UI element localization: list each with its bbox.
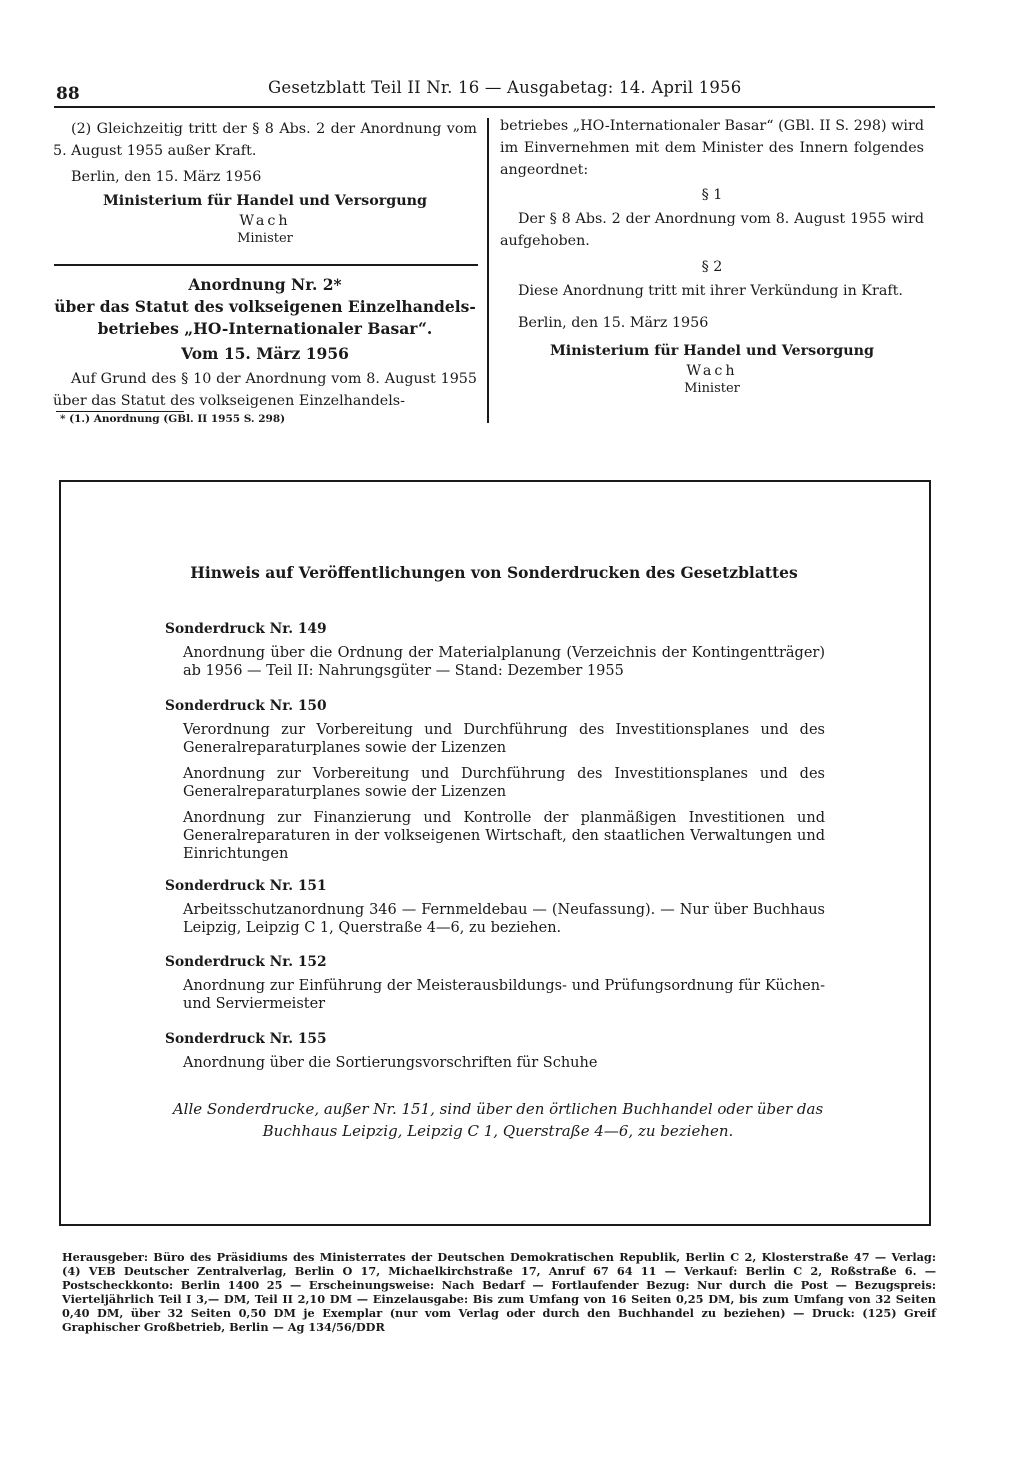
ministry-name: Ministerium für Handel und Versorgung bbox=[549, 343, 875, 359]
imprint: Herausgeber: Büro des Präsidiums des Ministerrates der Deutschen Demokratischen Republik, Berlin C 2, Klosterstraße 47 — Verlag: (4) VEB Deutscher Zentralverlag, Berlin O 17, Michaelkirchstraße 17, Anruf 67 64 11 — Verkauf: Berlin C 2, Roßstraße 6. — Postscheckkonto: Berlin 1400 25 — Erscheinungsweise: Nach Bedarf — Fortlaufender Bezug: Nur durch die Post — Bezugspreis: Vierteljährlich Teil I 3,— DM, Teil II 2,10 DM — Einzelausgabe: Bis zum Umfang von 16 Seiten 0,25 DM, bis zum Umfang von 32 Seiten 0,40 DM, über 32 Seiten 0,50 DM je Exemplar (nur vom Verlag oder durch den Buchhandel zu beziehen) — Druck: (125) Greif Graphischer Großbetrieb, Berlin — Ag 134/56/DDR bbox=[62, 1250, 936, 1334]
page-number: 88 bbox=[56, 84, 80, 104]
ordinance-title-3: betriebes „HO-Internationaler Basar“. bbox=[97, 319, 433, 338]
sonderdruck-entry bbox=[165, 877, 825, 945]
right-column bbox=[500, 115, 924, 398]
sonderdruck-item: Arbeitsschutzanordnung 346 — Fernmeldebau — (Neufassung). — Nur über Buchhaus Leipzig, Leipzig C 1, Querstraße 4—6, zu beziehen. bbox=[183, 902, 825, 936]
column-divider bbox=[487, 118, 489, 423]
closing-paragraph: (2) Gleichzeitig tritt der § 8 Abs. 2 der Anordnung vom 5. August 1955 außer Kraft. bbox=[53, 121, 477, 159]
place-date: Berlin, den 15. März 1956 bbox=[71, 169, 262, 185]
sonderdruck-entry bbox=[165, 620, 825, 688]
sonderdruck-entry bbox=[165, 1030, 825, 1080]
running-head: Gesetzblatt Teil II Nr. 16 — Ausgabetag: 14. April 1956 bbox=[268, 78, 742, 97]
left-column bbox=[53, 118, 477, 248]
sonderdruck-heading: Sonderdruck Nr. 149 bbox=[165, 621, 327, 637]
section-rule bbox=[54, 264, 478, 266]
ordinance-title-2: über das Statut des volkseigenen Einzelhandels- bbox=[54, 297, 476, 316]
ordinance-block bbox=[53, 274, 477, 412]
signer-name: Wach bbox=[239, 213, 291, 229]
section-2-text: Diese Anordnung tritt mit ihrer Verkündung in Kraft. bbox=[518, 283, 903, 299]
notice-title: Hinweis auf Veröffentlichungen von Sonderdrucken des Gesetzblattes bbox=[190, 563, 798, 582]
section-1-text: Der § 8 Abs. 2 der Anordnung vom 8. August 1955 wird aufgehoben. bbox=[500, 211, 924, 249]
sonderdruck-item: Anordnung zur Finanzierung und Kontrolle der planmäßigen Investitionen und Generalreparaturen in der volkseigenen Wirtschaft, den staatlichen Verwaltungen und Einrichtungen bbox=[183, 810, 825, 862]
signer-title: Minister bbox=[684, 381, 740, 396]
sonderdruck-item: Anordnung zur Vorbereitung und Durchführung des Investitionsplanes und des Generalreparaturplanes sowie der Lizenzen bbox=[183, 766, 825, 800]
signer-name: Wach bbox=[686, 363, 738, 379]
sonderdruck-heading: Sonderdruck Nr. 151 bbox=[165, 878, 327, 894]
ordinance-date: Vom 15. März 1956 bbox=[181, 344, 349, 363]
footnote: * (1.) Anordnung (GBl. II 1955 S. 298) bbox=[60, 413, 286, 425]
ordinance-intro: Auf Grund des § 10 der Anordnung vom 8. August 1955 über das Statut des volkseigenen Einzelhandels- bbox=[53, 371, 477, 409]
sonderdruck-item: Verordnung zur Vorbereitung und Durchführung des Investitionsplanes und des Generalreparaturplanes sowie der Lizenzen bbox=[183, 722, 825, 756]
footnote-rule bbox=[56, 411, 184, 412]
sonderdruck-heading: Sonderdruck Nr. 152 bbox=[165, 954, 327, 970]
section-2-heading: § 2 bbox=[701, 259, 723, 275]
header-rule bbox=[54, 106, 935, 108]
place-date: Berlin, den 15. März 1956 bbox=[518, 315, 709, 331]
signer-title: Minister bbox=[237, 231, 293, 246]
section-1-heading: § 1 bbox=[701, 187, 723, 203]
sonderdruck-item: Anordnung über die Ordnung der Materialplanung (Verzeichnis der Kontingentträger) ab 1956 — Teil II: Nahrungsgüter — Stand: Dezember 1955 bbox=[183, 645, 825, 679]
ordinance-intro-cont: betriebes „HO-Internationaler Basar“ (GBl. II S. 298) wird im Einvernehmen mit dem Minister des Innern folgendes angeordnet: bbox=[500, 118, 924, 178]
sonderdruck-item: Anordnung zur Einführung der Meisterausbildungs- und Prüfungsordnung für Küchen- und Serviermeister bbox=[183, 978, 825, 1012]
sonderdruck-entry bbox=[165, 953, 825, 1021]
ministry-name: Ministerium für Handel und Versorgung bbox=[102, 193, 428, 209]
sonderdruck-item: Anordnung über die Sortierungsvorschriften für Schuhe bbox=[183, 1055, 598, 1071]
sonderdruck-entry bbox=[165, 697, 825, 871]
sonderdruck-heading: Sonderdruck Nr. 150 bbox=[165, 698, 327, 714]
ordinance-title-1: Anordnung Nr. 2* bbox=[188, 275, 342, 294]
notice-closing: Alle Sonderdrucke, außer Nr. 151, sind über den örtlichen Buchhandel oder über das Buchhaus Leipzig, Leipzig C 1, Querstraße 4—6, zu beziehen. bbox=[172, 1100, 824, 1140]
sonderdruck-heading: Sonderdruck Nr. 155 bbox=[165, 1031, 327, 1047]
